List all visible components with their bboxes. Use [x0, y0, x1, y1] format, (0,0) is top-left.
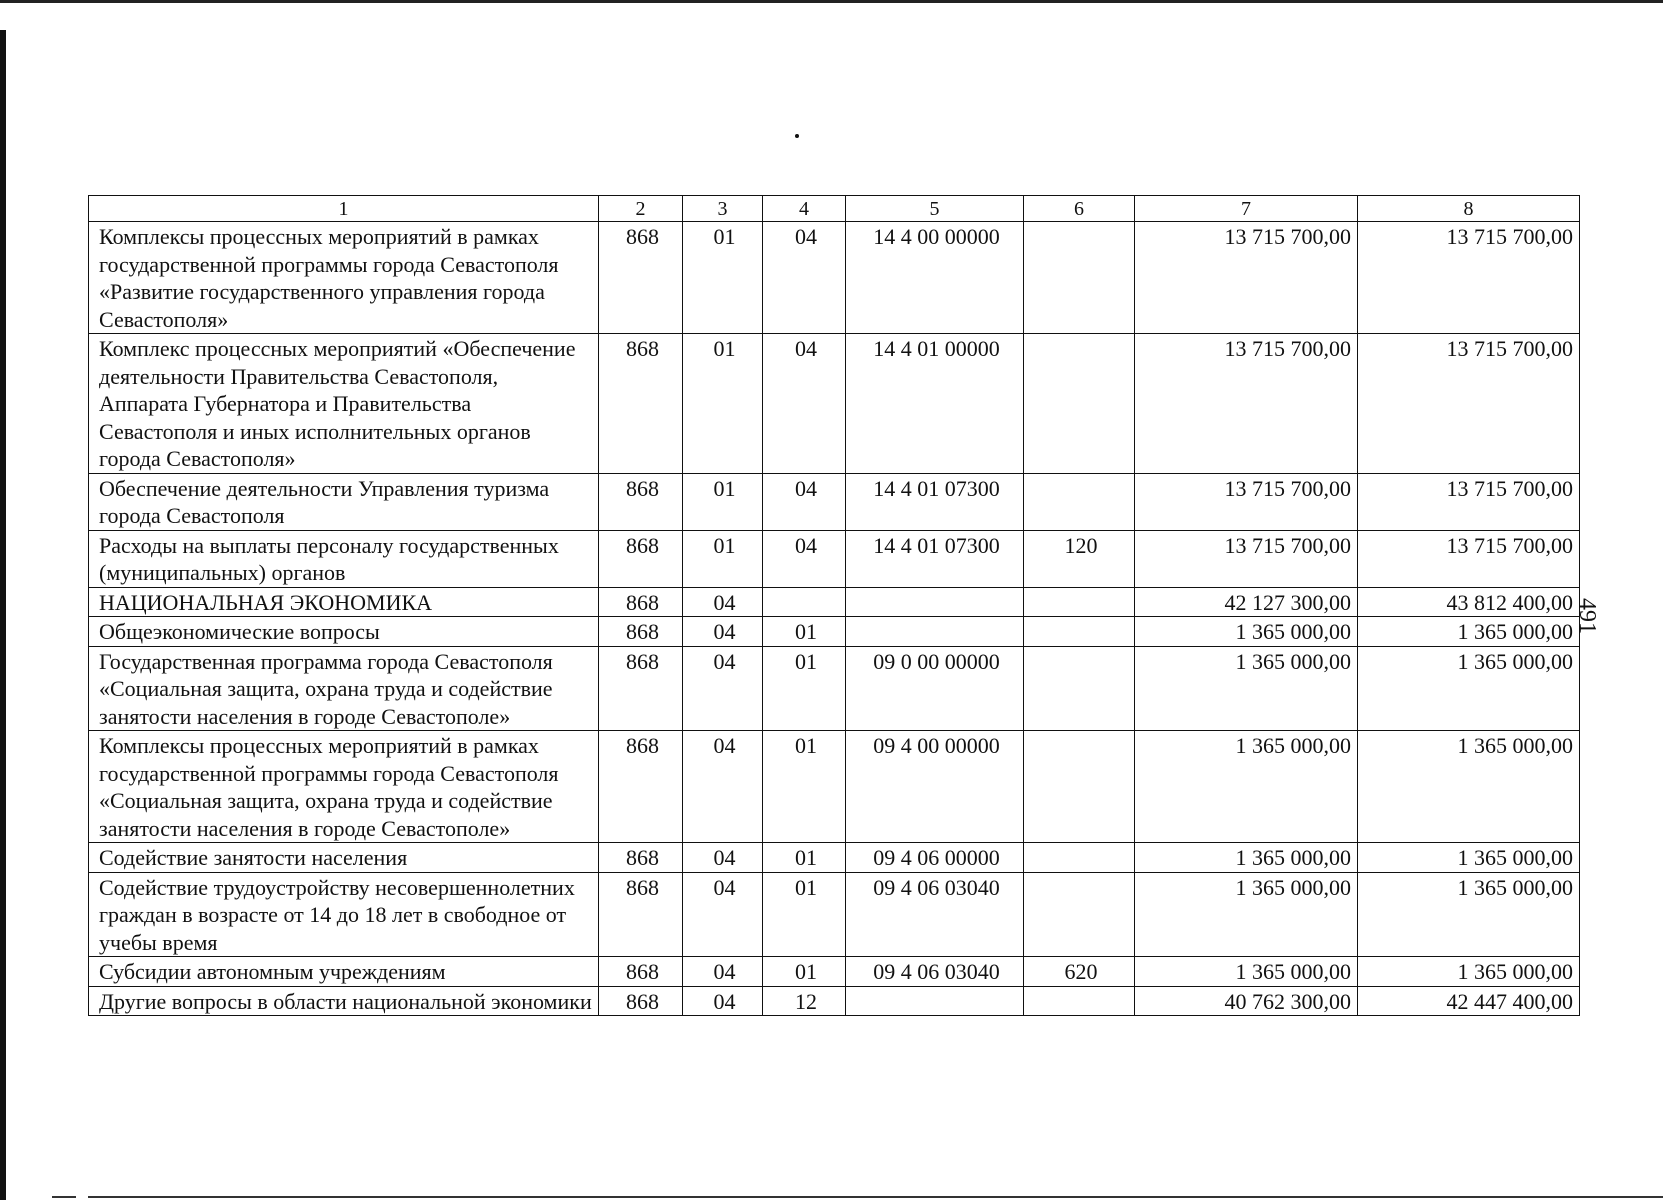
row-name: Комплексы процессных мероприятий в рамках государственной программы города Севастополя «Социальная защита, охрана труда и содействие занятости населения в городе Севастополе»	[89, 731, 599, 843]
row-code-4: 01	[763, 957, 846, 987]
row-code-2: 868	[599, 473, 683, 530]
row-code-2: 868	[599, 587, 683, 617]
budget-table	[88, 195, 1580, 1016]
row-code-5: 09 4 06 00000	[846, 843, 1024, 873]
row-code-6	[1024, 731, 1135, 843]
row-code-3: 04	[683, 587, 763, 617]
row-code-3: 04	[683, 957, 763, 987]
row-code-4: 04	[763, 222, 846, 334]
row-code-3: 04	[683, 872, 763, 957]
row-name: Комплекс процессных мероприятий «Обеспечение деятельности Правительства Севастополя, Аппарата Губернатора и Правительства Севастополя и иных исполнительных органов города Севастополя»	[89, 334, 599, 474]
row-code-3: 01	[683, 473, 763, 530]
header-cell: 7	[1135, 196, 1358, 222]
row-code-3: 04	[683, 843, 763, 873]
row-amount-8: 43 812 400,00	[1358, 587, 1580, 617]
row-code-5: 14 4 00 00000	[846, 222, 1024, 334]
row-code-6	[1024, 986, 1135, 1016]
row-code-4: 01	[763, 617, 846, 647]
header-cell: 8	[1358, 196, 1580, 222]
row-code-6	[1024, 587, 1135, 617]
scan-bottom-edge-short	[52, 1196, 76, 1198]
header-cell: 1	[89, 196, 599, 222]
row-code-6	[1024, 646, 1135, 731]
row-code-4: 12	[763, 986, 846, 1016]
row-name: Обеспечение деятельности Управления туризма города Севастополя	[89, 473, 599, 530]
row-amount-7: 1 365 000,00	[1135, 646, 1358, 731]
table-row	[89, 731, 1580, 843]
row-amount-7: 13 715 700,00	[1135, 334, 1358, 474]
row-amount-8: 42 447 400,00	[1358, 986, 1580, 1016]
header-cell: 6	[1024, 196, 1135, 222]
row-code-2: 868	[599, 617, 683, 647]
row-amount-7: 42 127 300,00	[1135, 587, 1358, 617]
row-code-6	[1024, 473, 1135, 530]
row-code-4: 01	[763, 843, 846, 873]
row-name: Содействие занятости населения	[89, 843, 599, 873]
row-code-2: 868	[599, 222, 683, 334]
table-row	[89, 334, 1580, 474]
row-code-6	[1024, 617, 1135, 647]
row-code-5: 09 4 06 03040	[846, 957, 1024, 987]
scan-left-edge	[0, 30, 6, 1200]
row-amount-8: 13 715 700,00	[1358, 473, 1580, 530]
row-code-5	[846, 587, 1024, 617]
table-row	[89, 872, 1580, 957]
row-code-3: 04	[683, 986, 763, 1016]
row-code-2: 868	[599, 334, 683, 474]
scan-top-edge	[0, 0, 1663, 3]
table-row	[89, 957, 1580, 987]
row-code-3: 04	[683, 617, 763, 647]
row-code-5: 14 4 01 07300	[846, 473, 1024, 530]
row-name: Расходы на выплаты персоналу государственных (муниципальных) органов	[89, 530, 599, 587]
header-cell: 5	[846, 196, 1024, 222]
row-code-6	[1024, 334, 1135, 474]
row-code-2: 868	[599, 843, 683, 873]
row-amount-7: 13 715 700,00	[1135, 473, 1358, 530]
row-code-3: 01	[683, 222, 763, 334]
row-code-4: 04	[763, 334, 846, 474]
row-code-3: 04	[683, 646, 763, 731]
row-name: Государственная программа города Севастополя «Социальная защита, охрана труда и содействие занятости населения в городе Севастополе»	[89, 646, 599, 731]
row-amount-7: 1 365 000,00	[1135, 957, 1358, 987]
row-amount-7: 1 365 000,00	[1135, 872, 1358, 957]
row-code-3: 04	[683, 731, 763, 843]
row-code-3: 01	[683, 334, 763, 474]
row-amount-8: 1 365 000,00	[1358, 843, 1580, 873]
row-code-3: 01	[683, 530, 763, 587]
row-code-4: 04	[763, 530, 846, 587]
row-code-6	[1024, 843, 1135, 873]
scan-bottom-edge	[88, 1196, 1663, 1198]
row-code-5: 14 4 01 07300	[846, 530, 1024, 587]
row-name: НАЦИОНАЛЬНАЯ ЭКОНОМИКА	[89, 587, 599, 617]
row-code-6	[1024, 222, 1135, 334]
row-amount-7: 13 715 700,00	[1135, 530, 1358, 587]
header-cell: 2	[599, 196, 683, 222]
row-code-2: 868	[599, 731, 683, 843]
row-amount-7: 13 715 700,00	[1135, 222, 1358, 334]
row-code-5: 09 0 00 00000	[846, 646, 1024, 731]
row-code-4: 01	[763, 646, 846, 731]
row-code-6: 120	[1024, 530, 1135, 587]
row-code-5	[846, 986, 1024, 1016]
row-amount-7: 1 365 000,00	[1135, 843, 1358, 873]
table-row	[89, 617, 1580, 647]
row-name: Комплексы процессных мероприятий в рамках государственной программы города Севастополя «Развитие государственного управления города Севастополя»	[89, 222, 599, 334]
page-number: 491	[1574, 598, 1600, 634]
row-code-5: 09 4 06 03040	[846, 872, 1024, 957]
row-amount-8: 1 365 000,00	[1358, 872, 1580, 957]
row-code-6	[1024, 872, 1135, 957]
row-amount-8: 1 365 000,00	[1358, 617, 1580, 647]
row-code-2: 868	[599, 872, 683, 957]
row-name: Другие вопросы в области национальной экономики	[89, 986, 599, 1016]
row-amount-7: 40 762 300,00	[1135, 986, 1358, 1016]
row-code-6: 620	[1024, 957, 1135, 987]
row-amount-8: 13 715 700,00	[1358, 530, 1580, 587]
row-amount-7: 1 365 000,00	[1135, 617, 1358, 647]
row-name: Общеэкономические вопросы	[89, 617, 599, 647]
row-amount-8: 13 715 700,00	[1358, 222, 1580, 334]
row-code-4: 01	[763, 731, 846, 843]
row-code-2: 868	[599, 986, 683, 1016]
row-name: Субсидии автономным учреждениям	[89, 957, 599, 987]
table-row	[89, 222, 1580, 334]
row-code-5: 09 4 00 00000	[846, 731, 1024, 843]
header-cell: 3	[683, 196, 763, 222]
row-amount-7: 1 365 000,00	[1135, 731, 1358, 843]
row-name: Содействие трудоустройству несовершеннолетних граждан в возрасте от 14 до 18 лет в свободное от учебы время	[89, 872, 599, 957]
row-code-4: 04	[763, 473, 846, 530]
header-cell: 4	[763, 196, 846, 222]
row-code-4	[763, 587, 846, 617]
table-row	[89, 843, 1580, 873]
table-row	[89, 473, 1580, 530]
row-code-4: 01	[763, 872, 846, 957]
row-code-5	[846, 617, 1024, 647]
table-row	[89, 986, 1580, 1016]
row-amount-8: 1 365 000,00	[1358, 646, 1580, 731]
table-row	[89, 646, 1580, 731]
row-amount-8: 13 715 700,00	[1358, 334, 1580, 474]
scan-dot-mark	[795, 134, 799, 138]
row-amount-8: 1 365 000,00	[1358, 731, 1580, 843]
table-row	[89, 530, 1580, 587]
row-amount-8: 1 365 000,00	[1358, 957, 1580, 987]
table-row	[89, 587, 1580, 617]
row-code-5: 14 4 01 00000	[846, 334, 1024, 474]
row-code-2: 868	[599, 530, 683, 587]
table-header-row	[89, 196, 1580, 222]
row-code-2: 868	[599, 957, 683, 987]
row-code-2: 868	[599, 646, 683, 731]
